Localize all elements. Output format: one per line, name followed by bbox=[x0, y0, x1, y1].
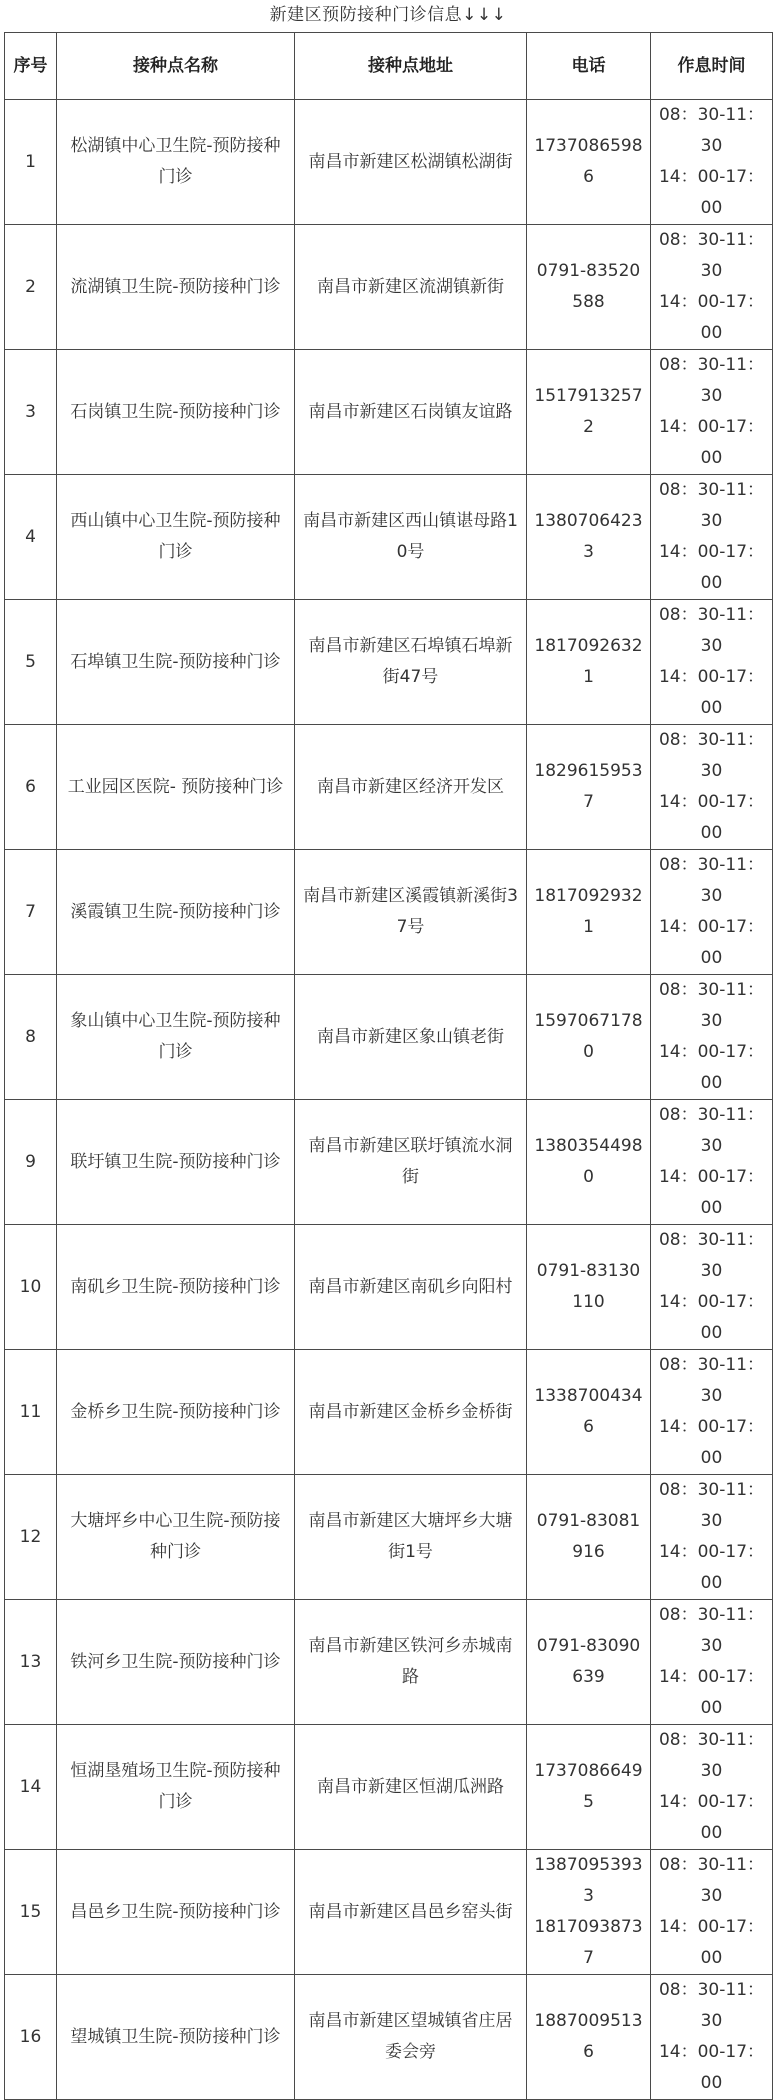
clinic-hours bbox=[651, 1975, 773, 2100]
hours-range: 08：30-11：30 bbox=[658, 1605, 765, 1656]
row-number: 6 bbox=[5, 725, 57, 850]
clinic-hours bbox=[651, 1350, 773, 1475]
hours-range: 08：30-11：30 bbox=[658, 980, 765, 1031]
header-no: 序号 bbox=[5, 33, 57, 100]
clinic-hours bbox=[651, 975, 773, 1100]
clinic-name: 石岗镇卫生院-预防接种门诊 bbox=[57, 350, 295, 475]
clinic-address: 南昌市新建区铁河乡赤城南路 bbox=[295, 1600, 527, 1725]
clinic-address: 南昌市新建区石岗镇友谊路 bbox=[295, 350, 527, 475]
clinic-name: 溪霞镇卫生院-预防接种门诊 bbox=[57, 850, 295, 975]
clinic-address: 南昌市新建区象山镇老街 bbox=[295, 975, 527, 1100]
hours-range: 14：00-17：00 bbox=[658, 1042, 765, 1093]
clinic-name: 西山镇中心卫生院-预防接种门诊 bbox=[57, 475, 295, 600]
clinic-hours bbox=[651, 1100, 773, 1225]
row-number: 4 bbox=[5, 475, 57, 600]
phone-number: 13387004346 bbox=[534, 1386, 643, 1437]
hours-range: 08：30-11：30 bbox=[658, 855, 765, 906]
hours-range: 14：00-17：00 bbox=[658, 167, 765, 218]
clinic-phone bbox=[527, 225, 651, 350]
clinic-name: 松湖镇中心卫生院-预防接种门诊 bbox=[57, 100, 295, 225]
clinic-name: 象山镇中心卫生院-预防接种门诊 bbox=[57, 975, 295, 1100]
row-number: 14 bbox=[5, 1725, 57, 1850]
clinic-phone bbox=[527, 100, 651, 225]
hours-range: 08：30-11：30 bbox=[658, 355, 765, 406]
hours-range: 14：00-17：00 bbox=[658, 1542, 765, 1593]
hours-range: 08：30-11：30 bbox=[658, 105, 765, 156]
table-row bbox=[5, 100, 773, 225]
clinic-phone bbox=[527, 1725, 651, 1850]
hours-range: 14：00-17：00 bbox=[658, 542, 765, 593]
clinic-address: 南昌市新建区大塘坪乡大塘街1号 bbox=[295, 1475, 527, 1600]
clinic-phone bbox=[527, 350, 651, 475]
hours-range: 08：30-11：30 bbox=[658, 480, 765, 531]
clinic-hours bbox=[651, 1600, 773, 1725]
phone-number: 13807064233 bbox=[534, 511, 643, 562]
table-row bbox=[5, 1600, 773, 1725]
clinic-phone bbox=[527, 475, 651, 600]
table-row bbox=[5, 1725, 773, 1850]
clinic-name: 望城镇卫生院-预防接种门诊 bbox=[57, 1975, 295, 2100]
phone-number: 15179132572 bbox=[534, 386, 643, 437]
phone-number: 18170926321 bbox=[534, 636, 643, 687]
row-number: 9 bbox=[5, 1100, 57, 1225]
clinic-phone bbox=[527, 1975, 651, 2100]
clinic-phone bbox=[527, 1600, 651, 1725]
page-caption: 新建区预防接种门诊信息↓↓↓ bbox=[269, 5, 507, 25]
table-row bbox=[5, 1350, 773, 1475]
clinic-hours bbox=[651, 1850, 773, 1975]
clinic-address: 南昌市新建区联圩镇流水洞街 bbox=[295, 1100, 527, 1225]
phone-number: 17370865986 bbox=[534, 136, 643, 187]
hours-range: 08：30-11：30 bbox=[658, 1105, 765, 1156]
header-phone: 电话 bbox=[527, 33, 651, 100]
table-row bbox=[5, 725, 773, 850]
clinic-name: 石埠镇卫生院-预防接种门诊 bbox=[57, 600, 295, 725]
clinic-hours bbox=[651, 1225, 773, 1350]
hours-range: 08：30-11：30 bbox=[658, 1480, 765, 1531]
phone-number: 18870095136 bbox=[534, 2011, 643, 2062]
phone-number: 0791-83090639 bbox=[536, 1636, 641, 1687]
row-number: 15 bbox=[5, 1850, 57, 1975]
phone-number: 18170929321 bbox=[534, 886, 643, 937]
row-number: 16 bbox=[5, 1975, 57, 2100]
clinic-hours bbox=[651, 850, 773, 975]
hours-range: 14：00-17：00 bbox=[658, 1417, 765, 1468]
table-row bbox=[5, 350, 773, 475]
table-row bbox=[5, 475, 773, 600]
hours-range: 14：00-17：00 bbox=[658, 292, 765, 343]
phone-number: 15970671780 bbox=[534, 1011, 643, 1062]
clinic-phone bbox=[527, 1350, 651, 1475]
phone-number: 18296159537 bbox=[534, 761, 643, 812]
hours-range: 08：30-11：30 bbox=[658, 605, 765, 656]
hours-range: 14：00-17：00 bbox=[658, 2042, 765, 2093]
phone-number: 18170938737 bbox=[534, 1917, 643, 1968]
hours-range: 14：00-17：00 bbox=[658, 1167, 765, 1218]
phone-number: 13803544980 bbox=[534, 1136, 643, 1187]
hours-range: 08：30-11：30 bbox=[658, 1855, 765, 1906]
header-address: 接种点地址 bbox=[295, 33, 527, 100]
header-hours: 作息时间 bbox=[651, 33, 773, 100]
clinic-address: 南昌市新建区昌邑乡窑头街 bbox=[295, 1850, 527, 1975]
phone-number: 13870953933 bbox=[534, 1855, 643, 1906]
hours-range: 14：00-17：00 bbox=[658, 1667, 765, 1718]
clinic-address: 南昌市新建区经济开发区 bbox=[295, 725, 527, 850]
clinic-name: 铁河乡卫生院-预防接种门诊 bbox=[57, 1600, 295, 1725]
table-row bbox=[5, 1225, 773, 1350]
hours-range: 08：30-11：30 bbox=[658, 1355, 765, 1406]
clinic-phone bbox=[527, 1100, 651, 1225]
clinic-hours bbox=[651, 350, 773, 475]
phone-number: 17370866495 bbox=[534, 1761, 643, 1812]
clinic-phone bbox=[527, 1225, 651, 1350]
clinic-name: 恒湖垦殖场卫生院-预防接种门诊 bbox=[57, 1725, 295, 1850]
clinic-address: 南昌市新建区恒湖瓜洲路 bbox=[295, 1725, 527, 1850]
clinic-hours bbox=[651, 1475, 773, 1600]
phone-number: 0791-83130110 bbox=[536, 1261, 641, 1312]
clinic-name: 昌邑乡卫生院-预防接种门诊 bbox=[57, 1850, 295, 1975]
clinic-hours bbox=[651, 600, 773, 725]
hours-range: 08：30-11：30 bbox=[658, 1980, 765, 2031]
hours-range: 14：00-17：00 bbox=[658, 1792, 765, 1843]
hours-range: 08：30-11：30 bbox=[658, 1730, 765, 1781]
clinic-name: 金桥乡卫生院-预防接种门诊 bbox=[57, 1350, 295, 1475]
hours-range: 14：00-17：00 bbox=[658, 1917, 765, 1968]
hours-range: 14：00-17：00 bbox=[658, 917, 765, 968]
vaccination-clinic-table bbox=[4, 32, 773, 2100]
hours-range: 14：00-17：00 bbox=[658, 667, 765, 718]
row-number: 1 bbox=[5, 100, 57, 225]
clinic-name: 联圩镇卫生院-预防接种门诊 bbox=[57, 1100, 295, 1225]
clinic-hours bbox=[651, 225, 773, 350]
clinic-hours bbox=[651, 1725, 773, 1850]
phone-number: 0791-83081916 bbox=[536, 1511, 641, 1562]
clinic-phone bbox=[527, 1850, 651, 1975]
row-number: 5 bbox=[5, 600, 57, 725]
table-row bbox=[5, 600, 773, 725]
clinic-hours bbox=[651, 475, 773, 600]
clinic-phone bbox=[527, 1475, 651, 1600]
table-row bbox=[5, 1100, 773, 1225]
row-number: 2 bbox=[5, 225, 57, 350]
hours-range: 14：00-17：00 bbox=[658, 417, 765, 468]
clinic-hours bbox=[651, 725, 773, 850]
hours-range: 14：00-17：00 bbox=[658, 1292, 765, 1343]
header-name: 接种点名称 bbox=[57, 33, 295, 100]
hours-range: 08：30-11：30 bbox=[658, 730, 765, 781]
clinic-phone bbox=[527, 975, 651, 1100]
clinic-phone bbox=[527, 850, 651, 975]
table-row bbox=[5, 975, 773, 1100]
clinic-address: 南昌市新建区望城镇省庄居委会旁 bbox=[295, 1975, 527, 2100]
clinic-address: 南昌市新建区南矶乡向阳村 bbox=[295, 1225, 527, 1350]
row-number: 7 bbox=[5, 850, 57, 975]
hours-range: 08：30-11：30 bbox=[658, 230, 765, 281]
row-number: 13 bbox=[5, 1600, 57, 1725]
table-row bbox=[5, 225, 773, 350]
hours-range: 08：30-11：30 bbox=[658, 1230, 765, 1281]
table-row bbox=[5, 1475, 773, 1600]
row-number: 12 bbox=[5, 1475, 57, 1600]
clinic-name: 南矶乡卫生院-预防接种门诊 bbox=[57, 1225, 295, 1350]
row-number: 10 bbox=[5, 1225, 57, 1350]
clinic-address: 南昌市新建区溪霞镇新溪街37号 bbox=[295, 850, 527, 975]
clinic-address: 南昌市新建区松湖镇松湖街 bbox=[295, 100, 527, 225]
table-header-row bbox=[5, 33, 773, 100]
table-row bbox=[5, 1975, 773, 2100]
clinic-hours bbox=[651, 100, 773, 225]
phone-number: 0791-83520588 bbox=[536, 261, 641, 312]
clinic-name: 流湖镇卫生院-预防接种门诊 bbox=[57, 225, 295, 350]
row-number: 8 bbox=[5, 975, 57, 1100]
clinic-name: 工业园区医院- 预防接种门诊 bbox=[57, 725, 295, 850]
clinic-phone bbox=[527, 725, 651, 850]
row-number: 3 bbox=[5, 350, 57, 475]
clinic-name: 大塘坪乡中心卫生院-预防接种门诊 bbox=[57, 1475, 295, 1600]
clinic-address: 南昌市新建区西山镇谌母路10号 bbox=[295, 475, 527, 600]
clinic-address: 南昌市新建区流湖镇新街 bbox=[295, 225, 527, 350]
table-row bbox=[5, 1850, 773, 1975]
clinic-address: 南昌市新建区金桥乡金桥街 bbox=[295, 1350, 527, 1475]
row-number: 11 bbox=[5, 1350, 57, 1475]
table-row bbox=[5, 850, 773, 975]
hours-range: 14：00-17：00 bbox=[658, 792, 765, 843]
clinic-phone bbox=[527, 600, 651, 725]
clinic-address: 南昌市新建区石埠镇石埠新街47号 bbox=[295, 600, 527, 725]
